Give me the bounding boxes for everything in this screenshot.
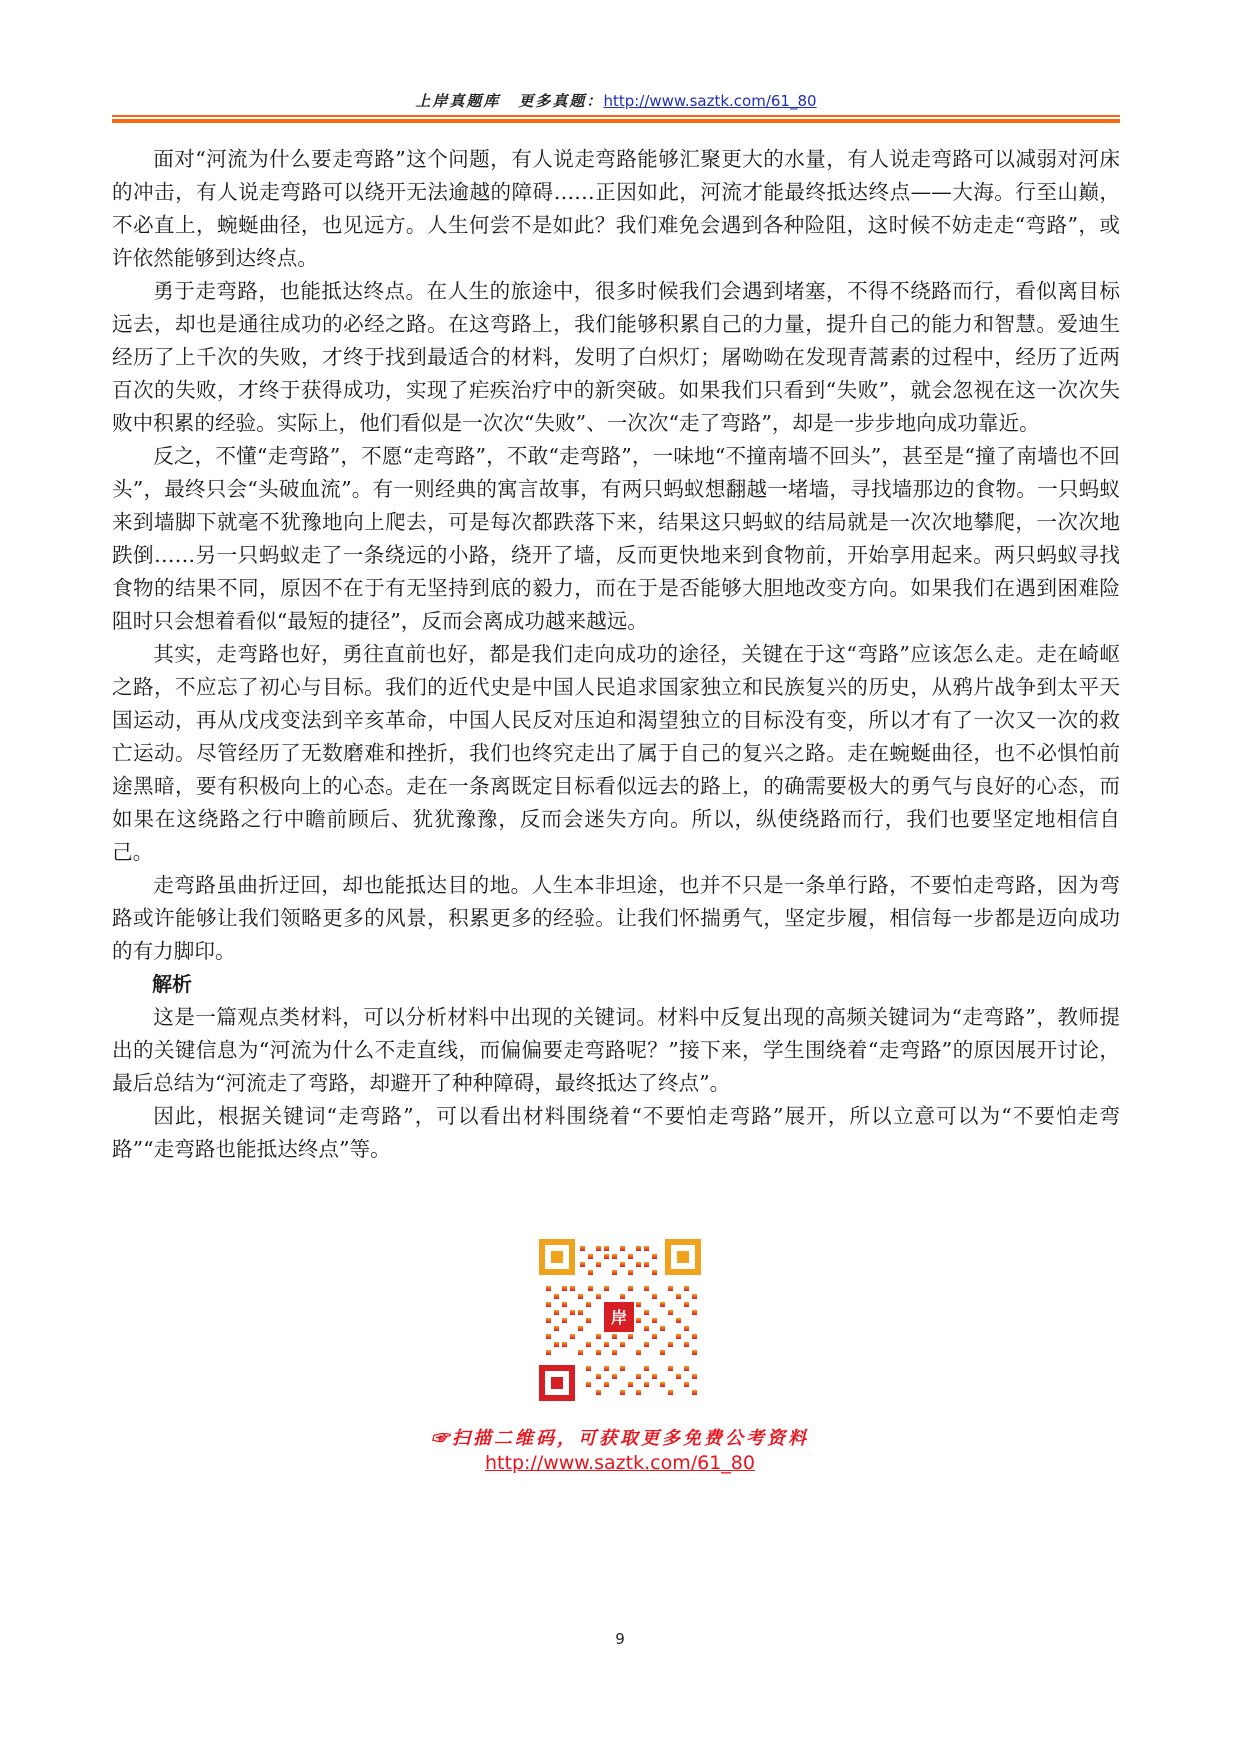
essay-paragraph-3: 反之，不懂“走弯路”，不愿“走弯路”，不敢“走弯路”，一味地“不撞南墙不回头”，甚至是“撞了南墙也不回头”，最终只会“头破血流”。有一则经典的寓言故事，有两只蚂蚁想翻越一堵墙，寻找墙那边的食物。一只蚂蚁来到墙脚下就毫不犹豫地向上爬去，可是每次都跌落下来，结果这只蚂蚁的结局就是一次次地攀爬，一次次地跌倒……另一只蚂蚁走了一条绕远的小路，绕开了墙，反而更快地来到食物前，开始享用起来。两只蚂蚁寻找食物的结果不同，原因不在于有无坚持到底的毅力，而在于是否能够大胆地改变方向。如果我们在遇到困难险阻时只会想着看似“最短的捷径”，反而会离成功越来越远。 [112,444,1120,633]
qr-caption: ☞扫描二维码，可获取更多免费公考资料 [431,1428,809,1449]
header-rule-thick [112,119,1120,123]
essay-paragraph-2: 勇于走弯路，也能抵达终点。在人生的旅途中，很多时候我们会遇到堵塞，不得不绕路而行，看似离目标远去，却也是通往成功的必经之路。在这弯路上，我们能够积累自己的力量，提升自己的能力和智慧。爱迪生经历了上千次的失败，才终于找到最适合的材料，发明了白炽灯；屠呦呦在发现青蒿素的过程中，经历了近两百次的失败，才终于获得成功，实现了疟疾治疗中的新突破。如果我们只看到“失败”，就会忽视在这一次次失败中积累的经验。实际上，他们看似是一次次“失败”、一次次“走了弯路”，却是一步步地向成功靠近。 [112,279,1120,435]
qr-url-link[interactable]: http://www.saztk.com/61_80 [485,1452,755,1474]
page-header [112,88,1120,124]
header-rule-thin [112,115,1120,117]
document-body [112,143,1120,1166]
header-link[interactable]: http://www.saztk.com/61_80 [603,92,817,110]
analysis-heading: 解析 [152,972,192,996]
svg-text:岸: 岸 [610,1308,628,1327]
page-number: 9 [615,1630,625,1648]
analysis-paragraph-1: 这是一篇观点类材料，可以分析材料中出现的关键词。材料中反复出现的高频关键词为“走弯路”，教师提出的关键信息为“河流为什么不走直线，而偏偏要走弯路呢？”接下来，学生围绕着“走弯路”的原因展开讨论，最后总结为“河流走了弯路，却避开了种种障碍，最终抵达了终点”。 [112,1005,1120,1095]
essay-paragraph-1: 面对“河流为什么要走弯路”这个问题，有人说走弯路能够汇聚更大的水量，有人说走弯路可以减弱对河床的冲击，有人说走弯路可以绕开无法逾越的障碍……正因如此，河流才能最终抵达终点——大海。行至山巅，不必直上，蜿蜒曲径，也见远方。人生何尝不是如此？我们难免会遇到各种险阻，这时候不妨走走“弯路”，或许依然能够到达终点。 [112,147,1120,270]
essay-paragraph-5: 走弯路虽曲折迂回，却也能抵达目的地。人生本非坦途，也并不只是一条单行路，不要怕走弯路，因为弯路或许能够让我们领略更多的风景，积累更多的经验。让我们怀揣勇气，坚定步履，相信每一步都是迈向成功的有力脚印。 [112,873,1120,963]
qr-code-icon[interactable] [538,1238,702,1402]
header-text [112,90,1120,111]
header-site-name: 上岸真题库 [415,92,501,110]
analysis-paragraph-2: 因此，根据关键词“走弯路”，可以看出材料围绕着“不要怕走弯路”展开，所以立意可以为“不要怕走弯路”“走弯路也能抵达终点”等。 [112,1104,1120,1161]
essay-paragraph-4: 其实，走弯路也好，勇往直前也好，都是我们走向成功的途径，关键在于这“弯路”应该怎么走。走在崎岖之路，不应忘了初心与目标。我们的近代史是中国人民追求国家独立和民族复兴的历史，从鸦片战争到太平天国运动，再从戊戌变法到辛亥革命，中国人民反对压迫和渴望独立的目标没有变，所以才有了一次又一次的救亡运动。尽管经历了无数磨难和挫折，我们也终究走出了属于自己的复兴之路。走在蜿蜒曲径，也不必惧怕前途黑暗，要有积极向上的心态。走在一条离既定目标看似远去的路上，的确需要极大的勇气与良好的心态，而如果在这绕路之行中瞻前顾后、犹犹豫豫，反而会迷失方向。所以，纵使绕路而行，我们也要坚定地相信自己。 [112,642,1120,864]
header-more-label: 更多真题： [518,92,604,110]
